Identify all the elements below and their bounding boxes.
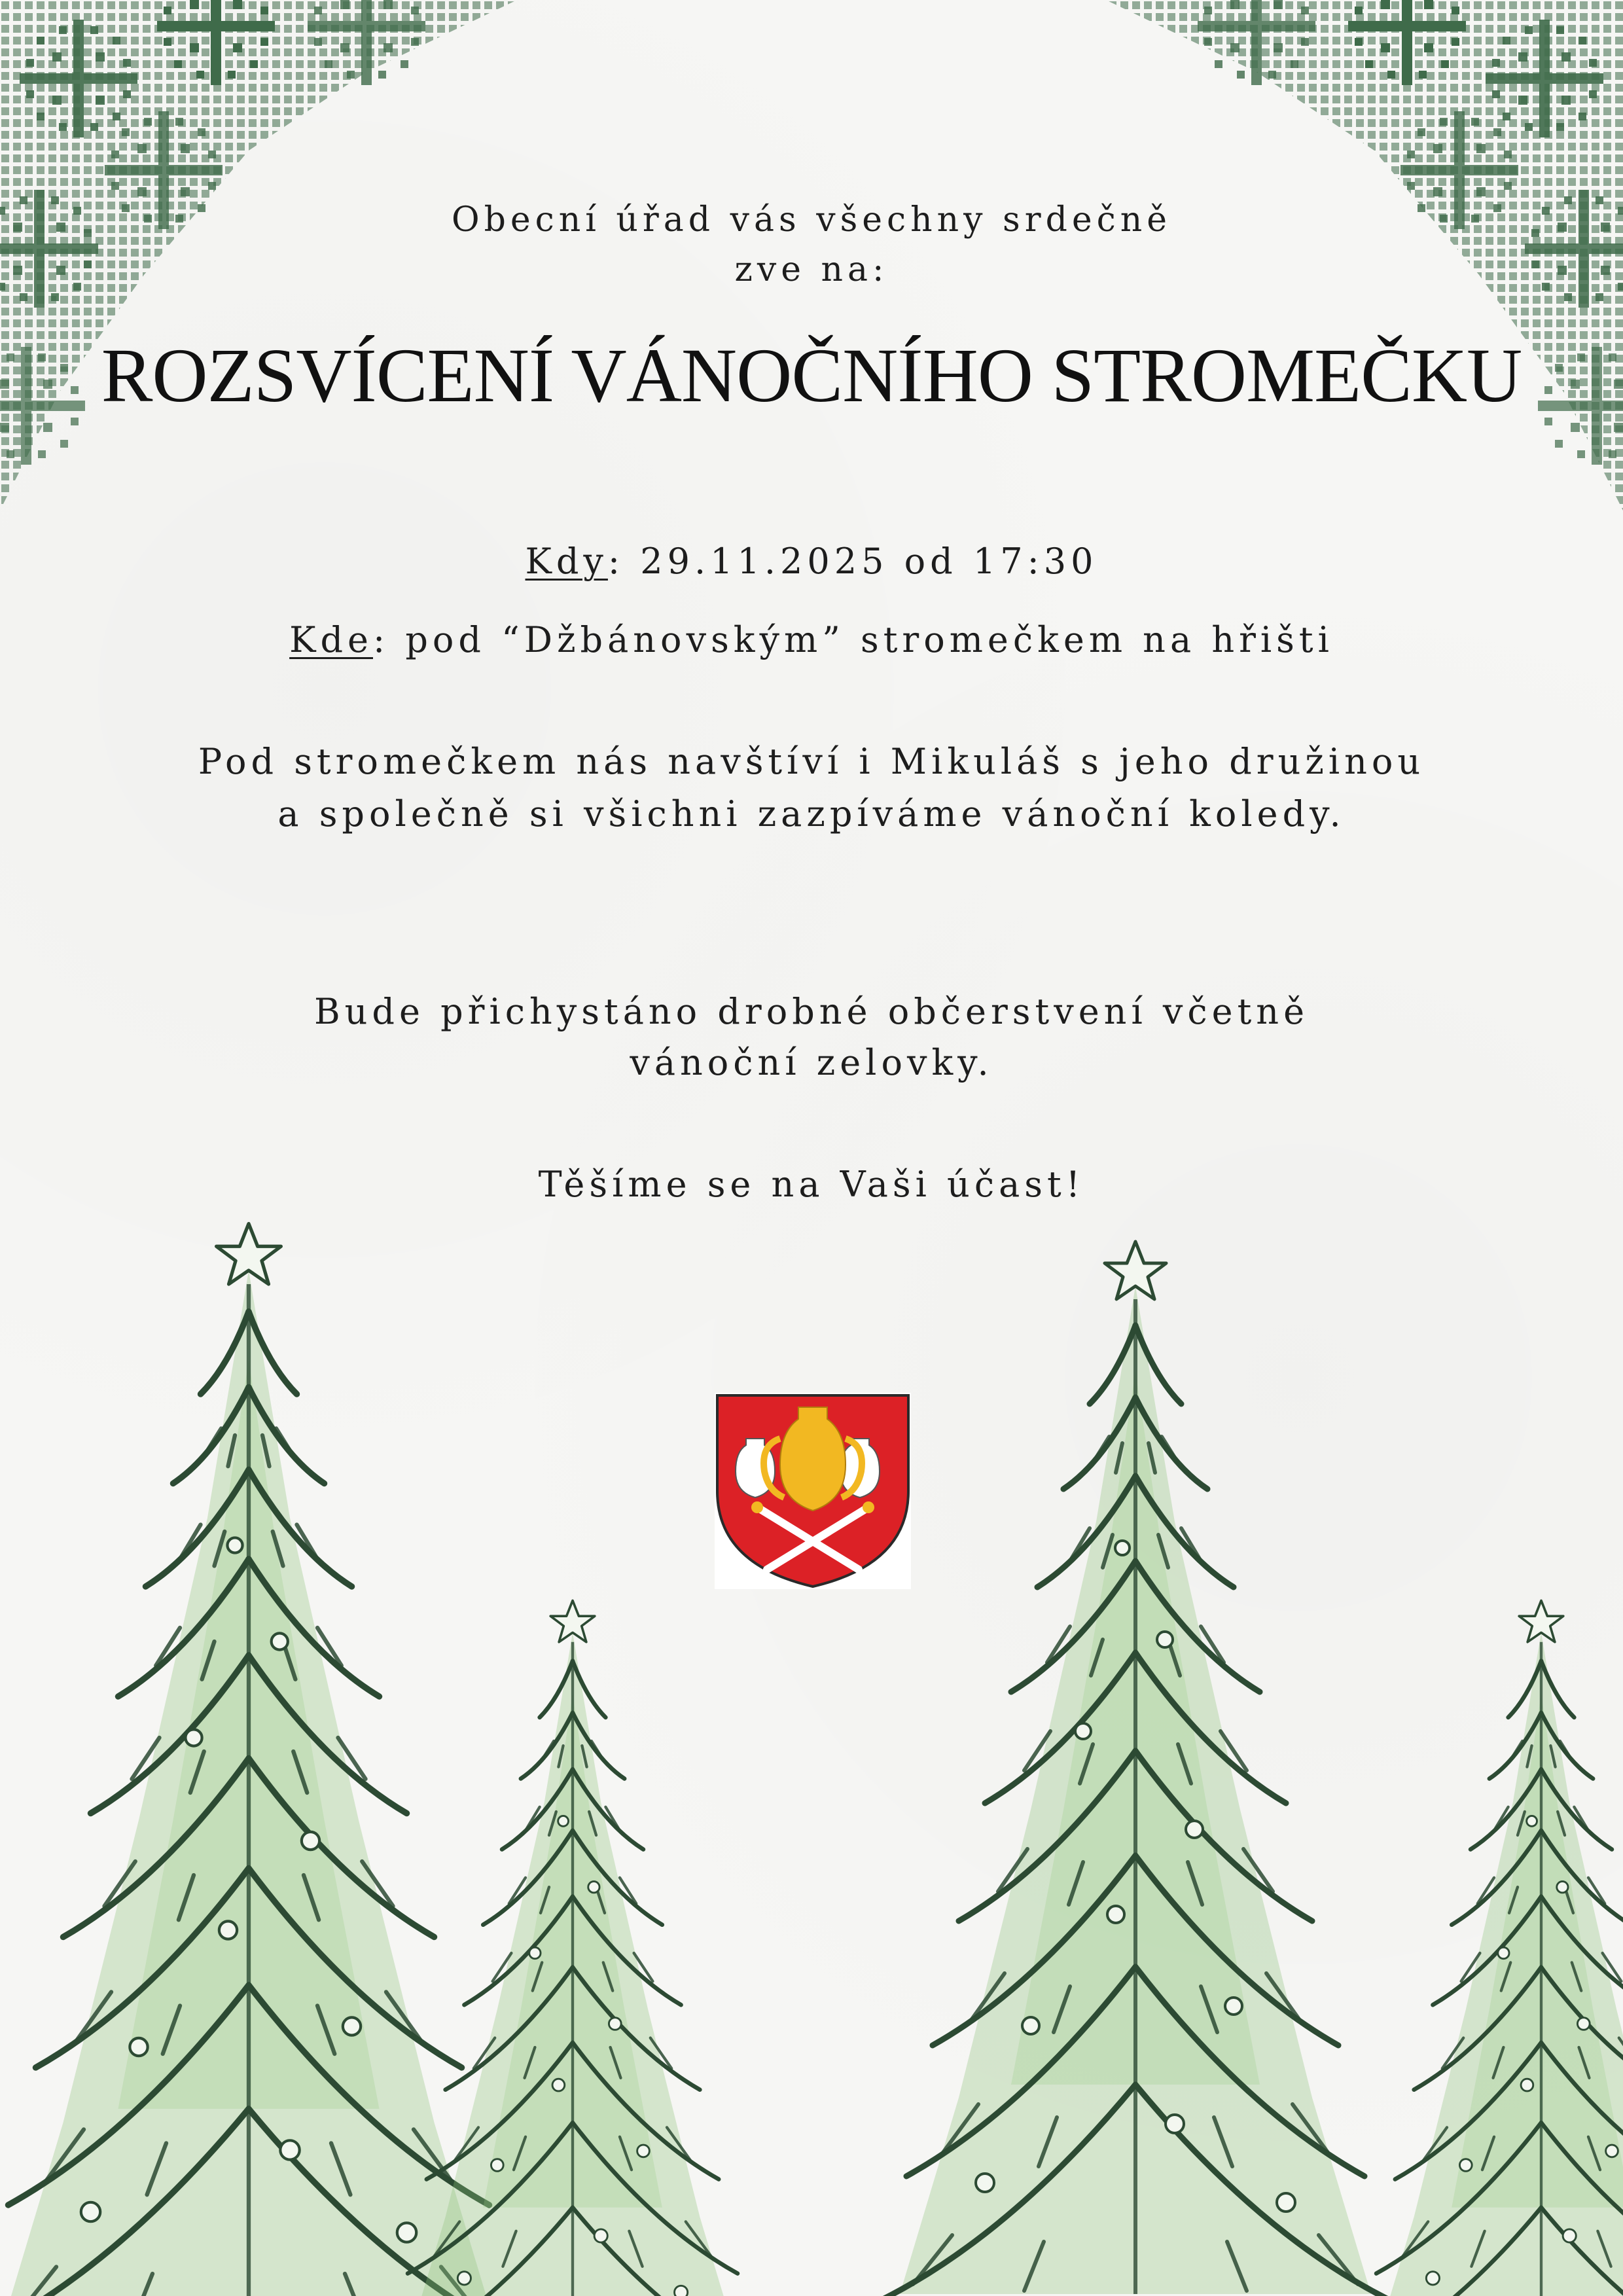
event-when	[0, 541, 1623, 582]
event-where	[0, 619, 1623, 660]
christmas-tree-illustration	[0, 1224, 517, 2296]
refreshments-line: vánoční zelovky.	[630, 1042, 993, 1083]
when-value: : 29.11.2025 od 17:30	[607, 541, 1098, 582]
refreshments-line: Bude přichystáno drobné občerstvení včetně	[313, 991, 1310, 1032]
closing-line: Těšíme se na Vaši účast!	[538, 1164, 1085, 1205]
where-value: : pod “Džbánovským” stromečkem na hřišti	[373, 619, 1334, 660]
intro-line: Obecní úřad vás všechny srdečně	[451, 200, 1172, 240]
program-line: a společně si všichni zazpíváme vánoční koledy.	[277, 793, 1346, 834]
christmas-tree-illustration	[1357, 1600, 1623, 2296]
program-line: Pod stromečkem nás navštíví i Mikuláš s jeho družinou	[198, 741, 1425, 782]
event-title: ROZSVÍCENÍ VÁNOČNÍHO STROMEČKU	[101, 332, 1522, 418]
when-label: Kdy	[525, 541, 608, 582]
intro-line: zve na:	[734, 250, 889, 289]
christmas-tree-illustration	[880, 1242, 1391, 2296]
coat-of-arms-icon	[715, 1393, 911, 1589]
where-label: Kde	[289, 619, 373, 660]
